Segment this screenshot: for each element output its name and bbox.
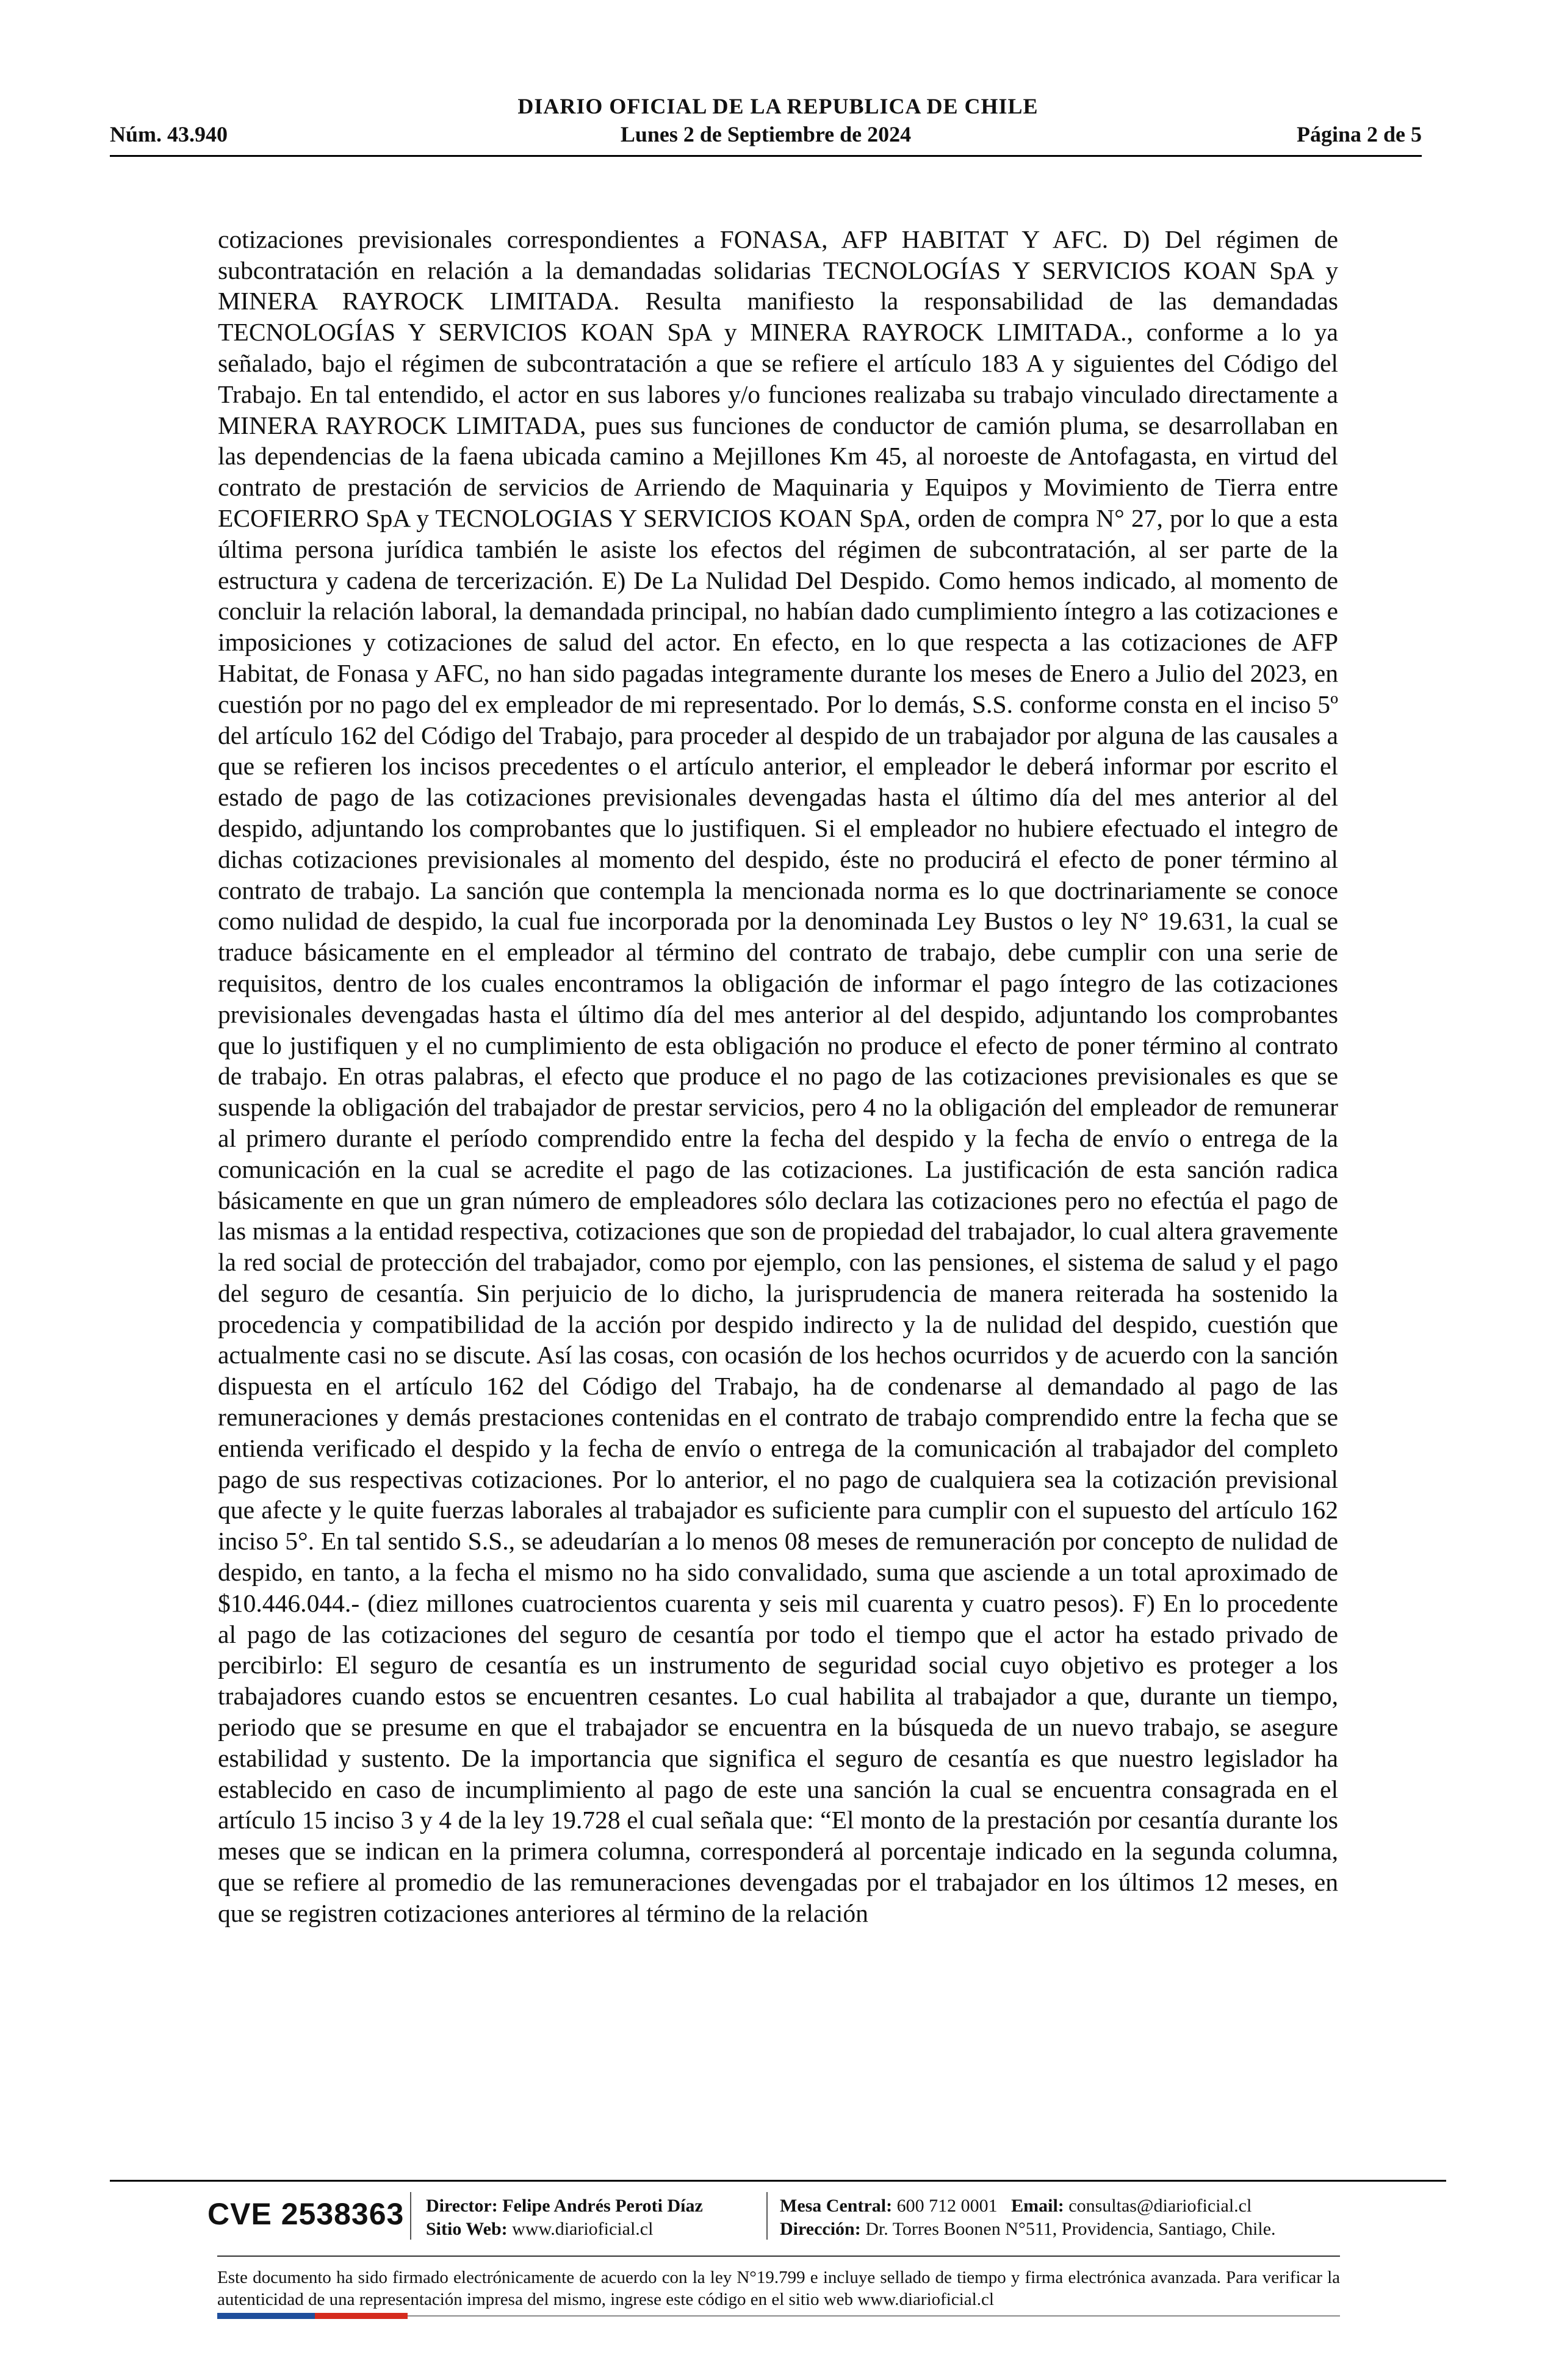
- mesa-phone: 600 712 0001: [896, 2196, 998, 2216]
- director-name: Felipe Andrés Peroti Díaz: [502, 2196, 703, 2216]
- footer-divider-top: [110, 2180, 1446, 2182]
- flag-stripe-blue: [217, 2313, 315, 2319]
- footer-contact-block: [780, 2194, 1276, 2241]
- director-label: Director:: [426, 2196, 498, 2216]
- footer-divider-bottom: [408, 2315, 1340, 2317]
- header-row: [110, 121, 1422, 148]
- newspaper-title: DIARIO OFICIAL DE LA REPUBLICA DE CHILE: [517, 94, 1039, 118]
- footer-separator: [410, 2192, 411, 2240]
- flag-stripe-red: [315, 2313, 408, 2319]
- website-link[interactable]: www.diarioficial.cl: [512, 2219, 654, 2239]
- address-value: Dr. Torres Boonen N°511, Providencia, Santiago, Chile.: [865, 2219, 1276, 2239]
- document-body: [218, 193, 1338, 2112]
- mesa-label: Mesa Central:: [780, 2196, 893, 2216]
- email-link[interactable]: consultas@diarioficial.cl: [1068, 2196, 1252, 2216]
- address-label: Dirección:: [780, 2219, 861, 2239]
- footer-director-block: [426, 2194, 703, 2241]
- body-paragraph: cotizaciones previsionales correspondientes a FONASA, AFP HABITAT Y AFC. D) Del régimen de subcontratación en relación a la demandadas solidarias TECNOLOGÍAS Y SERVICIOS KOAN SpA y MINERA RAYROCK LIMITADA. Resulta manifiesto la responsabilidad de las demandadas TECNOLOGÍAS Y SERVICIOS KOAN SpA y MINERA RAYROCK LIMITADA., conforme a lo ya señalado, bajo el régimen de subcontratación a que se refiere el artículo 183 A y siguientes del Código del Trabajo. En tal entendido, el actor en sus labores y/o funciones realizaba su trabajo vinculado directamente a MINERA RAYROCK LIMITADA, pues sus funciones de conductor de camión pluma, se desarrollaban en las dependencias de la faena ubicada camino a Mejillones Km 45, al noroeste de Antofagasta, en virtud del contrato de prestación de servicios de Arriendo de Maquinaria y Equipos y Movimiento de Tierra entre ECOFIERRO SpA y TECNOLOGIAS Y SERVICIOS KOAN SpA, orden de compra N° 27, por lo que a esta última persona jurídica también le asiste los efectos del régimen de subcontratación, al ser parte de la estructura y cadena de tercerización. E) De La Nulidad Del Despido. Como hemos indicado, al momento de concluir la relación laboral, la demandada principal, no habían dado cumplimiento íntegro a las cotizaciones e imposiciones y cotizaciones de salud del actor. En efecto, en lo que respecta a las cotizaciones de AFP Habitat, de Fonasa y AFC, no han sido pagadas integramente durante los meses de Enero a Julio del 2023, en cuestión por no pago del ex empleador de mi representado. Por lo demás, S.S. conforme consta en el inciso 5º del artículo 162 del Código del Trabajo, para proceder al despido de un trabajador por alguna de las causales a que se refieren los incisos precedentes o el artículo anterior, el empleador le deberá informar por escrito el estado de pago de las cotizaciones previsionales devengadas hasta el último día del mes anterior al del despido, adjuntando los comprobantes que lo justifiquen. Si el empleador no hubiere efectuado el integro de dichas cotizaciones previsionales al momento del despido, éste no producirá el efecto de poner término al contrato de trabajo. La sanción que contempla la mencionada norma es lo que doctrinariamente se conoce como nulidad de despido, la cual fue incorporada por la denominada Ley Bustos o ley N° 19.631, la cual se traduce básicamente en el empleador al término del contrato de trabajo, debe cumplir con una serie de requisitos, dentro de los cuales encontramos la obligación de informar el pago íntegro de las cotizaciones previsionales devengadas hasta el último día del mes anterior al del despido, adjuntando los comprobantes que lo justifiquen y el no cumplimiento de esta obligación no produce el efecto de poner término al contrato de trabajo. En otras palabras, el efecto que produce el no pago de las cotizaciones previsionales es que se suspende la obligación del trabajador de prestar servicios, pero 4 no la obligación del empleador de remunerar al primero durante el período comprendido entre la fecha del despido y la fecha de envío o entrega de la comunicación en la cual se acredite el pago de las cotizaciones. La justificación de esta sanción radica básicamente en que un gran número de empleadores sólo declara las cotizaciones pero no efectúa el pago de las mismas a la entidad respectiva, cotizaciones que son de propiedad del trabajador, lo cual altera gravemente la red social de protección del trabajador, como por ejemplo, con las pensiones, el sistema de salud y el pago del seguro de cesantía. Sin perjuicio de lo dicho, la jurisprudencia de manera reiterada ha sostenido la procedencia y compatibilidad de la acción por despido indirecto y la de nulidad del despido, cuestión que actualmente casi no se discute. Así las cosas, con ocasión de los hechos ocurridos y de acuerdo con la sanción dispuesta en el artículo 162 del Código del Trabajo, ha de condenarse al demandado al pago de las remuneraciones y demás prestaciones contenidas en el contrato de trabajo comprendido entre la fecha que se entienda verificado el despido y la fecha de envío o entrega de la comunicación al trabajador del completo pago de sus respectivas cotizaciones. Por lo anterior, el no pago de cualquiera sea la cotización previsional que afecte y le quite fuerzas laborales al trabajador es suficiente para cumplir con el supuesto del artículo 162 inciso 5°. En tal sentido S.S., se adeudarían a lo menos 08 meses de remuneración por concepto de nulidad de despido, en tanto, a la fecha el mismo no ha sido convalidado, suma que asciende a un total aproximado de $10.446.044.- (diez millones cuatrocientos cuarenta y seis mil cuarenta y cuatro pesos). F) En lo procedente al pago de las cotizaciones del seguro de cesantía por todo el tiempo que el actor ha estado privado de percibirlo: El seguro de cesantía es un instrumento de seguridad social cuyo objetivo es proteger a los trabajadores cuando estos se encuentren cesantes. Lo cual habilita al trabajador a que, durante un tiempo, periodo que se presume en que el trabajador se encuentra en la búsqueda de un nuevo trabajo, se asegure estabilidad y sustento. De la importancia que significa el seguro de cesantía es que nuestro legislador ha establecido en caso de incumplimiento al pago de este una sanción la cual se encuentra consagrada en el artículo 15 inciso 3 y 4 de la ley 19.728 el cual señala que: “El monto de la prestación por cesantía durante los meses que se indican en la primera columna, corresponderá al porcentaje indicado en la segunda columna, que se refiere al promedio de las remuneraciones devengadas por el trabajador en los últimos 12 meses, en que se registren cotizaciones anteriores al término de la relación: [218, 225, 1338, 1927]
- cve-code: CVE 2538363: [207, 2197, 405, 2231]
- issue-number: Núm. 43.940: [110, 122, 228, 146]
- footer-separator: [766, 2192, 768, 2240]
- page-indicator: Página 2 de 5: [1296, 122, 1422, 146]
- website-label: Sitio Web:: [426, 2219, 508, 2239]
- footer-divider-mid: [217, 2256, 1340, 2257]
- header-divider: [110, 155, 1422, 157]
- legal-notice: Este documento ha sido firmado electrónicamente de acuerdo con la ley N°19.799 e incluye sellado de tiempo y firma electrónica avanzada. Para verificar la autenticidad de una representación impresa del mismo, ingrese este código en el sitio web www.diarioficial.cl: [217, 2268, 1340, 2309]
- issue-date: Lunes 2 de Septiembre de 2024: [620, 122, 912, 146]
- email-label: Email:: [1011, 2196, 1064, 2216]
